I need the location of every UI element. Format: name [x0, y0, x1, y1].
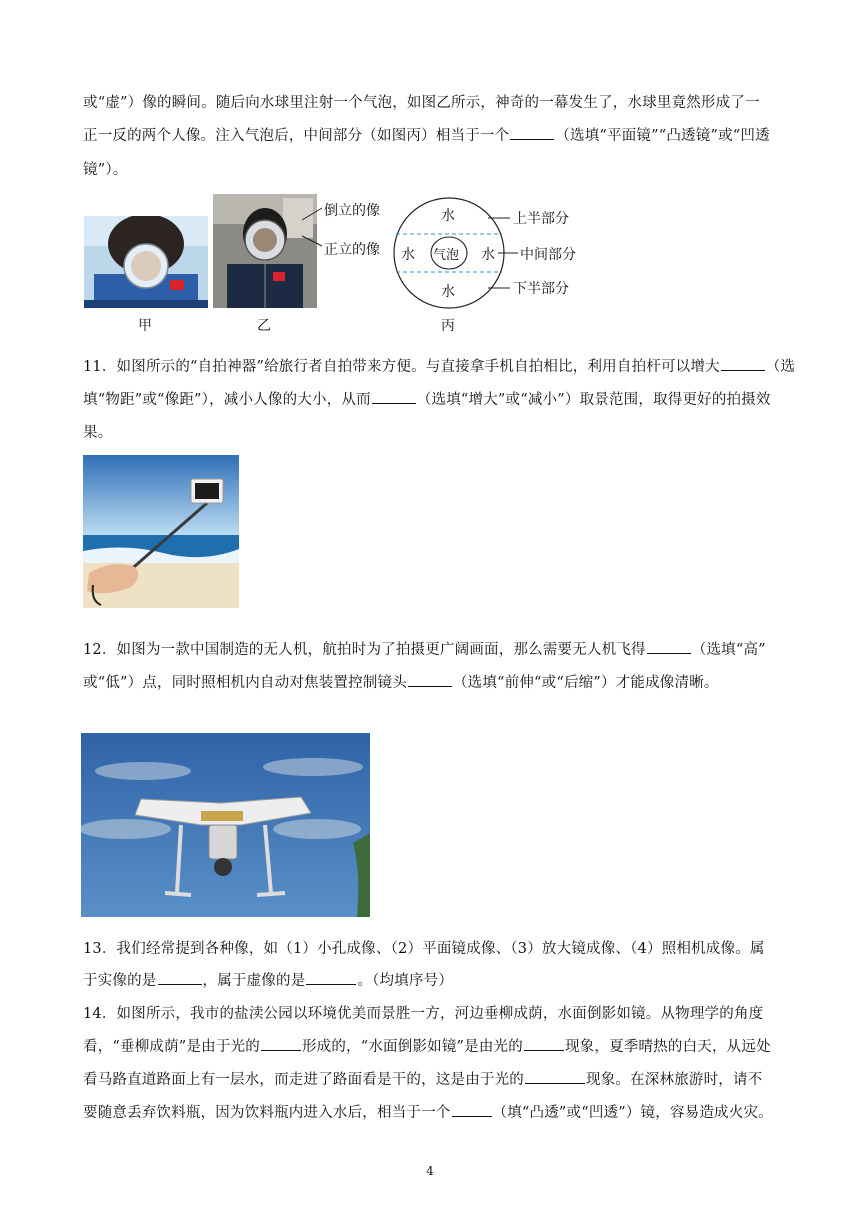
answer-blank[interactable]	[452, 1102, 492, 1117]
label-upper-part: 上半部分	[513, 211, 569, 227]
label-inverted-image: 倒立的像	[324, 203, 380, 219]
answer-blank[interactable]	[372, 389, 416, 404]
q11-line-3: 果。	[83, 425, 113, 441]
q13-line-2: 于实像的是 ，属于虚像的是 。（均填序号）	[83, 969, 453, 990]
label-lower-part: 下半部分	[513, 281, 569, 297]
page-number: 4	[426, 1164, 434, 1178]
q10-line-3: 镜”）。	[83, 162, 128, 178]
q12-line-2: 或“低”）点，同时照相机内自动对焦装置控制镜头 （选填“前伸“或“后缩”）才能成像清晰。	[83, 671, 719, 692]
q14-line-1: 14．如图所示，我市的盐渎公园以环境优美而景胜一方，河边垂柳成荫，水面倒影如镜。从物理学的角度	[83, 1006, 764, 1022]
answer-blank[interactable]	[524, 1036, 564, 1051]
water-top: 水	[441, 208, 455, 224]
water-bottom: 水	[441, 284, 455, 300]
q12-line-1: 12．如图为一款中国制造的无人机，航拍时为了拍摄更广阔画面，那么需要无人机飞得 （选填“高”	[83, 638, 766, 659]
caption-yi: 乙	[257, 318, 271, 334]
selfie-stick-photo	[83, 455, 239, 608]
bubble-label: 气泡	[433, 248, 460, 263]
answer-blank[interactable]	[525, 1069, 585, 1084]
q14-line-2: 看，“垂柳成荫”是由于光的 形成的，“水面倒影如镜”是由光的 现象，夏季晴热的白天，从远处	[83, 1035, 771, 1056]
answer-blank[interactable]	[647, 639, 691, 654]
q11-line-2: 填“物距”或“像距”），减小人像的大小，从而 （选填“增大”或“减小”）取景范围，取得更好的拍摄效	[83, 388, 771, 409]
q10-line-2: 正一反的两个人像。注入气泡后，中间部分（如图丙）相当于一个 （选填“平面镜”“凸透镜”或“凹透	[83, 124, 770, 145]
answer-blank[interactable]	[306, 970, 356, 985]
q13-line-1: 13．我们经常提到各种像，如（1）小孔成像、（2）平面镜成像、（3）放大镜成像、（4）照相机成像。属	[83, 941, 765, 957]
drone-photo	[81, 733, 370, 917]
label-middle-part: 中间部分	[520, 247, 576, 263]
q14-line-3: 看马路直道路面上有一层水，而走进了路面看是干的，这是由于光的 现象。在深林旅游时，请不	[83, 1068, 762, 1089]
figure-jia-photo	[84, 216, 208, 308]
water-right: 水	[481, 247, 495, 263]
q11-line-1: 11．如图所示的“自拍神器”给旅行者自拍带来方便。与直接拿手机自拍相比，利用自拍杆可以增大 （选	[83, 355, 795, 376]
water-left: 水	[401, 247, 415, 263]
caption-jia: 甲	[138, 318, 152, 334]
answer-blank[interactable]	[510, 125, 554, 140]
q10-line-1: 或“虚”）像的瞬间。随后向水球里注射一个气泡，如图乙所示，神奇的一幕发生了，水球里竟然形成了一	[83, 95, 760, 111]
caption-bing: 丙	[441, 318, 455, 334]
answer-blank[interactable]	[261, 1036, 301, 1051]
answer-blank[interactable]	[721, 356, 765, 371]
q14-line-4: 要随意丢弃饮料瓶，因为饮料瓶内进入水后，相当于一个 （填“凸透”或“凹透”）镜，容易造成火灾。	[83, 1101, 773, 1122]
answer-blank[interactable]	[158, 970, 202, 985]
answer-blank[interactable]	[408, 672, 452, 687]
label-upright-image: 正立的像	[324, 242, 380, 258]
